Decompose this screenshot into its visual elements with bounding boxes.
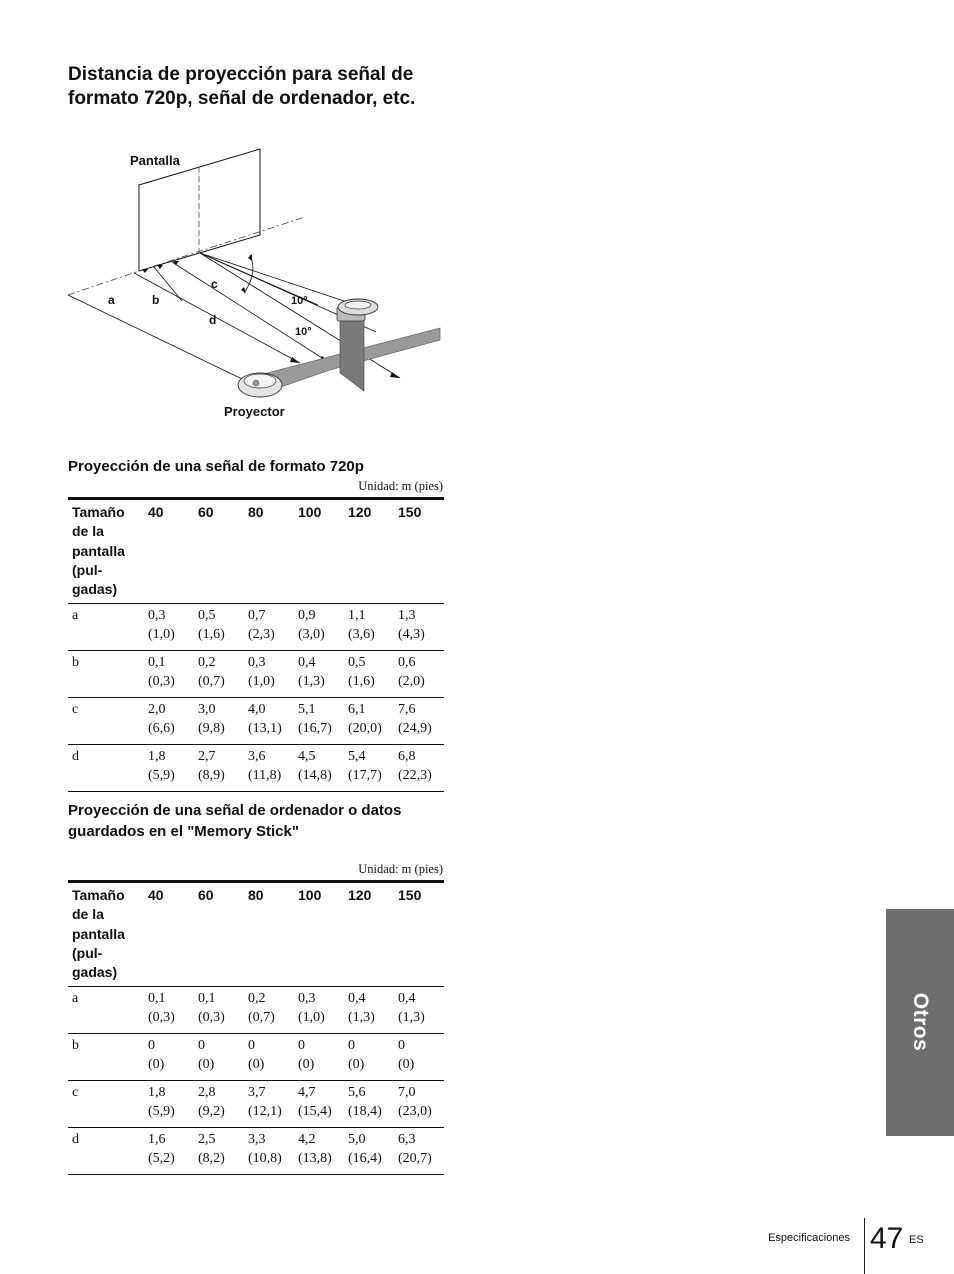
value-feet: (9,8) — [198, 721, 225, 737]
value-feet: (11,8) — [248, 768, 282, 784]
value-feet: (6,6) — [148, 721, 175, 737]
section2-unit: Unidad: m (pies) — [358, 862, 443, 876]
value-feet: (1,0) — [148, 627, 175, 643]
value-feet: (20,0) — [348, 721, 382, 737]
value-meters: 0,1 — [198, 991, 216, 1007]
value-feet: (22,3) — [398, 768, 432, 784]
value-feet: (13,8) — [298, 1151, 332, 1167]
header-size-120: 120 — [348, 887, 372, 903]
value-feet: (8,9) — [198, 768, 225, 784]
table-cell — [344, 1081, 394, 1128]
value-meters: 0,6 — [398, 655, 416, 671]
value-feet: (14,8) — [298, 768, 332, 784]
value-meters: 0,3 — [298, 991, 316, 1007]
table-cell — [394, 1128, 444, 1175]
value-meters: 0 — [198, 1038, 205, 1054]
table-cell — [194, 651, 244, 698]
value-feet: (16,4) — [348, 1151, 382, 1167]
table-cell — [394, 745, 444, 792]
table-header-row — [68, 882, 444, 987]
table-720p — [68, 497, 444, 792]
value-meters: 1,8 — [148, 1085, 166, 1101]
table-cell — [194, 604, 244, 651]
value-meters: 0,9 — [298, 608, 316, 624]
projector-label: Proyector — [224, 404, 285, 419]
value-feet: (0) — [348, 1057, 365, 1073]
header-size-80: 80 — [248, 887, 264, 903]
value-meters: 3,6 — [248, 749, 266, 765]
header-size-40: 40 — [148, 887, 164, 903]
value-feet: (12,1) — [248, 1104, 282, 1120]
value-feet: (5,2) — [148, 1151, 175, 1167]
table-cell — [344, 987, 394, 1034]
value-feet: (8,2) — [198, 1151, 225, 1167]
table-cell — [394, 604, 444, 651]
value-feet: (1,6) — [348, 674, 375, 690]
projection-diagram — [60, 145, 450, 425]
table-cell — [344, 1034, 394, 1081]
value-meters: 0,4 — [348, 991, 366, 1007]
value-feet: (17,7) — [348, 768, 382, 784]
value-feet: (5,9) — [148, 768, 175, 784]
label-a: a — [108, 293, 115, 307]
value-feet: (4,3) — [398, 627, 425, 643]
value-feet: (10,8) — [248, 1151, 282, 1167]
table-row — [68, 1081, 444, 1128]
value-meters: 4,5 — [298, 749, 316, 765]
table-header-row — [68, 499, 444, 604]
table-cell — [194, 1081, 244, 1128]
value-feet: (0,7) — [248, 1010, 275, 1026]
screen-label: Pantalla — [130, 153, 180, 168]
table-cell — [244, 1034, 294, 1081]
value-meters: 1,1 — [348, 608, 366, 624]
table-cell — [144, 1034, 194, 1081]
value-meters: 0,4 — [298, 655, 316, 671]
table-row — [68, 987, 444, 1034]
value-feet: (1,6) — [198, 627, 225, 643]
value-meters: 2,5 — [198, 1132, 216, 1148]
value-meters: 2,8 — [198, 1085, 216, 1101]
table-cell — [244, 745, 294, 792]
label-c: c — [211, 277, 218, 291]
table-row — [68, 745, 444, 792]
value-meters: 0,3 — [148, 608, 166, 624]
table-cell — [344, 698, 394, 745]
section-side-tab — [886, 909, 954, 1136]
header-size-150: 150 — [398, 887, 422, 903]
value-feet: (24,9) — [398, 721, 432, 737]
header-screen-size: Tamaño de la pantalla (pul-gadas) — [72, 504, 125, 598]
value-meters: 1,6 — [148, 1132, 166, 1148]
value-feet: (0,3) — [198, 1010, 225, 1026]
header-size-120: 120 — [348, 504, 372, 520]
label-b: b — [152, 293, 160, 307]
header-size-100: 100 — [298, 504, 322, 520]
value-meters: 2,7 — [198, 749, 216, 765]
value-feet: (3,0) — [298, 627, 325, 643]
value-meters: 0,3 — [248, 655, 266, 671]
row-label: b — [72, 1038, 79, 1054]
table-ordenador — [68, 880, 444, 1175]
table-cell — [144, 1128, 194, 1175]
table-cell — [244, 987, 294, 1034]
value-feet: (0) — [148, 1057, 165, 1073]
section1-unit: Unidad: m (pies) — [358, 479, 443, 493]
table-cell — [244, 698, 294, 745]
table-cell — [294, 1081, 344, 1128]
value-feet: (3,6) — [348, 627, 375, 643]
page-number: 47 — [870, 1222, 904, 1255]
row-label: c — [72, 1085, 79, 1101]
value-feet: (20,7) — [398, 1151, 432, 1167]
table-cell — [194, 698, 244, 745]
value-meters: 5,0 — [348, 1132, 366, 1148]
value-feet: (1,3) — [298, 674, 325, 690]
label-d: d — [209, 313, 217, 327]
value-meters: 0 — [348, 1038, 355, 1054]
header-size-100: 100 — [298, 887, 322, 903]
table-cell — [144, 745, 194, 792]
table-row — [68, 651, 444, 698]
value-meters: 0,1 — [148, 991, 166, 1007]
header-screen-size: Tamaño de la pantalla (pul-gadas) — [72, 887, 125, 981]
value-meters: 3,3 — [248, 1132, 266, 1148]
value-meters: 1,8 — [148, 749, 166, 765]
table-cell — [194, 987, 244, 1034]
value-feet: (9,2) — [198, 1104, 225, 1120]
value-meters: 0 — [398, 1038, 405, 1054]
value-meters: 4,2 — [298, 1132, 316, 1148]
value-meters: 4,0 — [248, 702, 266, 718]
table-cell — [294, 698, 344, 745]
value-feet: (5,9) — [148, 1104, 175, 1120]
table-cell — [144, 698, 194, 745]
value-feet: (16,7) — [298, 721, 332, 737]
table-cell — [194, 1128, 244, 1175]
value-meters: 3,0 — [198, 702, 216, 718]
table-cell — [244, 1128, 294, 1175]
value-feet: (0) — [298, 1057, 315, 1073]
value-meters: 2,0 — [148, 702, 166, 718]
table-cell — [344, 604, 394, 651]
value-feet: (2,0) — [398, 674, 425, 690]
table-cell — [344, 745, 394, 792]
value-feet: (0) — [198, 1057, 215, 1073]
side-tab-label: Otros — [909, 992, 932, 1052]
value-feet: (0,3) — [148, 674, 175, 690]
value-meters: 5,1 — [298, 702, 316, 718]
row-label: b — [72, 655, 79, 671]
value-feet: (0,7) — [198, 674, 225, 690]
value-meters: 0,4 — [398, 991, 416, 1007]
table-cell — [394, 651, 444, 698]
value-meters: 7,0 — [398, 1085, 416, 1101]
value-meters: 4,7 — [298, 1085, 316, 1101]
table-cell — [394, 698, 444, 745]
table-cell — [394, 1081, 444, 1128]
table-cell — [144, 987, 194, 1034]
row-label: c — [72, 702, 79, 718]
row-label: a — [72, 991, 79, 1007]
section1-heading: Proyección de una señal de formato 720p — [68, 458, 364, 475]
value-feet: (0) — [398, 1057, 415, 1073]
value-meters: 0,5 — [198, 608, 216, 624]
value-feet: (1,0) — [248, 674, 275, 690]
table-row — [68, 698, 444, 745]
table-cell — [144, 1081, 194, 1128]
table-cell — [294, 745, 344, 792]
table-cell — [244, 651, 294, 698]
value-meters: 3,7 — [248, 1085, 266, 1101]
value-meters: 0,7 — [248, 608, 266, 624]
table-cell — [294, 651, 344, 698]
page-title: Distancia de proyección para señal de formato 720p, señal de ordenador, etc. — [68, 64, 416, 109]
angle-label-bottom: 10° — [295, 326, 312, 338]
table-cell — [344, 651, 394, 698]
table-cell — [244, 604, 294, 651]
value-meters: 5,6 — [348, 1085, 366, 1101]
value-meters: 0 — [298, 1038, 305, 1054]
table-cell — [244, 1081, 294, 1128]
row-label: d — [72, 749, 79, 765]
table-cell — [394, 1034, 444, 1081]
value-meters: 0,1 — [148, 655, 166, 671]
footer-section: Especificaciones — [768, 1232, 850, 1244]
page-language: ES — [909, 1234, 924, 1246]
table-cell — [294, 604, 344, 651]
header-size-150: 150 — [398, 504, 422, 520]
table-row — [68, 604, 444, 651]
section2-heading: Proyección de una señal de ordenador o datos guardados en el "Memory Stick" — [68, 802, 402, 840]
value-feet: (18,4) — [348, 1104, 382, 1120]
projector-front-view — [238, 373, 282, 397]
value-meters: 5,4 — [348, 749, 366, 765]
table-row — [68, 1128, 444, 1175]
value-feet: (13,1) — [248, 721, 282, 737]
value-feet: (15,4) — [298, 1104, 332, 1120]
value-feet: (1,3) — [348, 1010, 375, 1026]
header-size-80: 80 — [248, 504, 264, 520]
value-feet: (1,0) — [298, 1010, 325, 1026]
value-meters: 0 — [148, 1038, 155, 1054]
value-meters: 6,8 — [398, 749, 416, 765]
table-cell — [394, 987, 444, 1034]
projector-side-view — [337, 299, 378, 321]
angle-label-top: 10° — [291, 295, 308, 307]
value-meters: 6,3 — [398, 1132, 416, 1148]
table-cell — [194, 1034, 244, 1081]
value-feet: (23,0) — [398, 1104, 432, 1120]
row-label: a — [72, 608, 79, 624]
value-feet: (0) — [248, 1057, 265, 1073]
header-size-40: 40 — [148, 504, 164, 520]
value-feet: (0,3) — [148, 1010, 175, 1026]
value-meters: 1,3 — [398, 608, 416, 624]
header-size-60: 60 — [198, 887, 214, 903]
value-feet: (2,3) — [248, 627, 275, 643]
table-cell — [194, 745, 244, 792]
table-cell — [294, 1128, 344, 1175]
value-feet: (1,3) — [398, 1010, 425, 1026]
table-cell — [144, 651, 194, 698]
table-cell — [294, 1034, 344, 1081]
row-label: d — [72, 1132, 79, 1148]
header-size-60: 60 — [198, 504, 214, 520]
table-cell — [344, 1128, 394, 1175]
value-meters: 0,2 — [248, 991, 266, 1007]
value-meters: 6,1 — [348, 702, 366, 718]
value-meters: 0 — [248, 1038, 255, 1054]
table-row — [68, 1034, 444, 1081]
value-meters: 0,5 — [348, 655, 366, 671]
footer-divider — [864, 1218, 865, 1274]
table-cell — [144, 604, 194, 651]
value-meters: 7,6 — [398, 702, 416, 718]
table-cell — [294, 987, 344, 1034]
value-meters: 0,2 — [198, 655, 216, 671]
